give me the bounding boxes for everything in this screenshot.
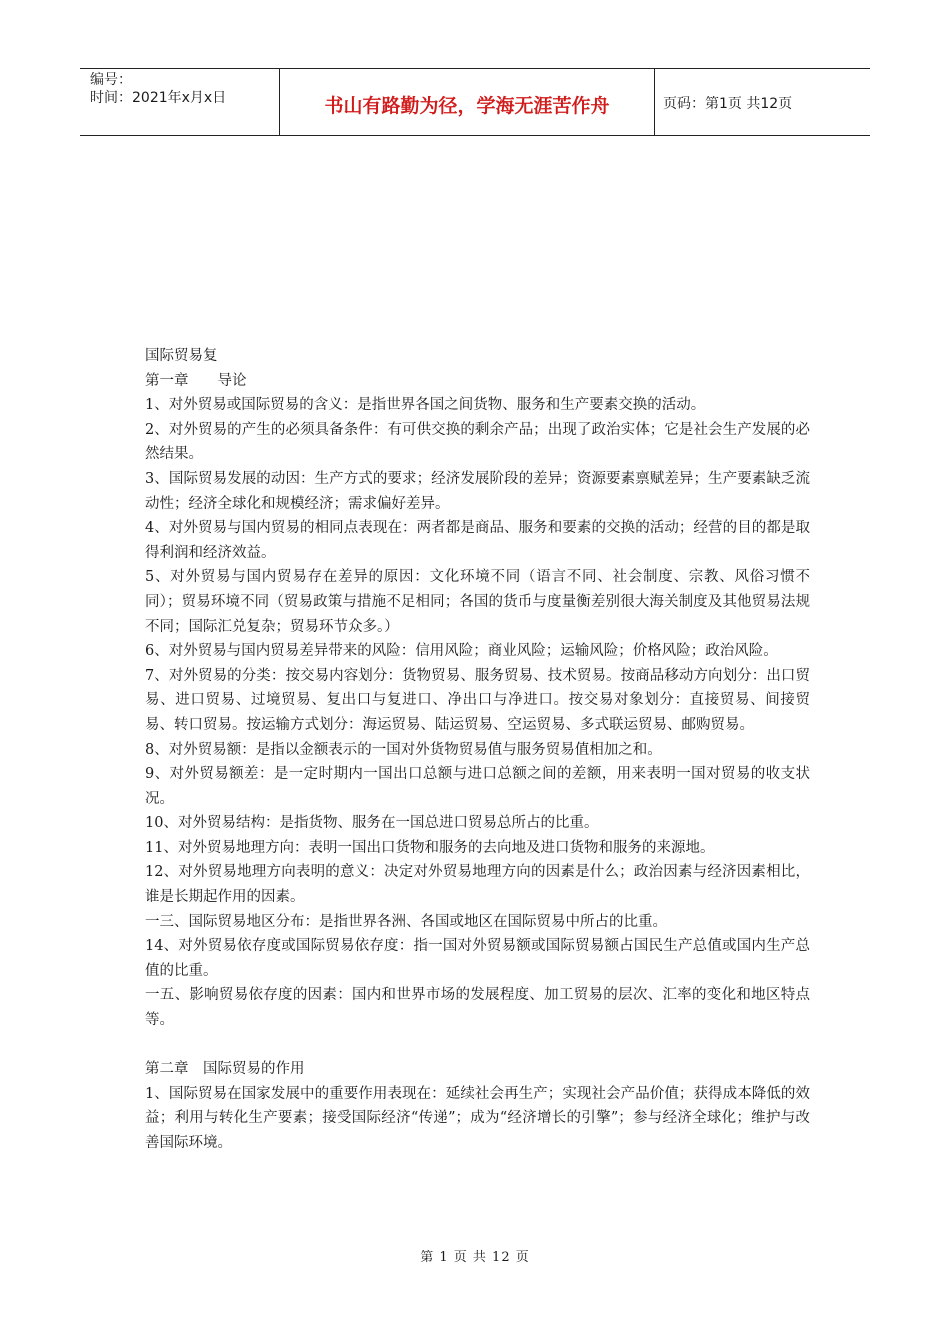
paragraph: 7、对外贸易的分类：按交易内容划分：货物贸易、服务贸易、技术贸易。按商品移动方向划分：出口贸易、进口贸易、过境贸易、复出口与复进口、净出口与净进口。按交易对象划分：直接贸易、间接贸易、转口贸易。按运输方式划分：海运贸易、陆运贸易、空运贸易、多式联运贸易、邮购贸易。 [145, 667, 810, 733]
paragraph: 10、对外贸易结构：是指货物、服务在一国总进口贸易总所占的比重。 [145, 815, 599, 832]
paragraph: 3、国际贸易发展的动因：生产方式的要求；经济发展阶段的差异；资源要素禀赋差异；生产要素缺乏流动性；经济全球化和规模经济；需求偏好差异。 [145, 470, 810, 512]
paragraph: 8、对外贸易额：是指以金额表示的一国对外货物贸易值与服务贸易值相加之和。 [145, 741, 662, 758]
section-spacer [145, 1033, 810, 1058]
page-footer: 第 1 页 共 12 页 [420, 1250, 530, 1265]
header-meta-cell [80, 69, 280, 135]
paragraph: 1、国际贸易在国家发展中的重要作用表现在：延续社会再生产；实现社会产品价值；获得成本降低的效益；利用与转化生产要素；接受国际经济“传递”；成为“经济增长的引擎”；参与经济全球化；维护与改善国际环境。 [145, 1085, 810, 1151]
paragraph: 6、对外贸易与国内贸易差异带来的风险：信用风险；商业风险；运输风险；价格风险；政治风险。 [145, 643, 778, 660]
paragraph: 4、对外贸易与国内贸易的相同点表现在：两者都是商品、服务和要素的交换的活动；经营的目的都是取得利润和经济效益。 [145, 520, 810, 561]
header-motto: 书山有路勤为径，学海无涯苦作舟 [280, 69, 655, 135]
chapter-1-heading: 第一章 导论 [145, 372, 247, 389]
paragraph: 1、对外贸易或国际贸易的含义：是指世界各国之间货物、服务和生产要素交换的活动。 [145, 397, 706, 414]
document-header [80, 68, 870, 136]
paragraph: 14、对外贸易依存度或国际贸易依存度：指一国对外贸易额或国际贸易额占国民生产总值或国内生产总值的比重。 [145, 938, 810, 979]
paragraph: 一五、影响贸易依存度的因素：国内和世界市场的发展程度、加工贸易的层次、汇率的变化和地区特点等。 [145, 987, 810, 1029]
paragraph: 12、对外贸易地理方向表明的意义：决定对外贸易地理方向的因素是什么；政治因素与经济因素相比，谁是长期起作用的因素。 [145, 864, 810, 906]
document-title: 国际贸易复 [145, 348, 218, 364]
paragraph: 一三、国际贸易地区分布：是指世界各洲、各国或地区在国际贸易中所占的比重。 [145, 913, 667, 930]
document-body [145, 344, 810, 1156]
paragraph: 11、对外贸易地理方向：表明一国出口货物和服务的去向地及进口货物和服务的来源地。 [145, 839, 715, 856]
paragraph: 2、对外贸易的产生的必须具备条件：有可供交换的剩余产品；出现了政治实体；它是社会生产发展的必然结果。 [145, 421, 810, 463]
paragraph: 5、对外贸易与国内贸易存在差异的原因：文化环境不同（语言不同、社会制度、宗教、风俗习惯不同）；贸易环境不同（贸易政策与措施不足相同；各国的货币与度量衡差别很大海关制度及其他贸易法规不同；国际汇兑复杂；贸易环节众多。） [145, 569, 810, 635]
chapter-2-heading: 第二章 国际贸易的作用 [145, 1061, 305, 1078]
header-page-info: 页码：第1页 共12页 [663, 96, 793, 112]
paragraph: 9、对外贸易额差：是一定时期内一国出口总额与进口总额之间的差额，用来表明一国对贸易的收支状况。 [145, 766, 810, 807]
header-number-label: 编号： [90, 72, 132, 88]
header-date-line: 时间：2021年x月x日 [90, 90, 227, 106]
